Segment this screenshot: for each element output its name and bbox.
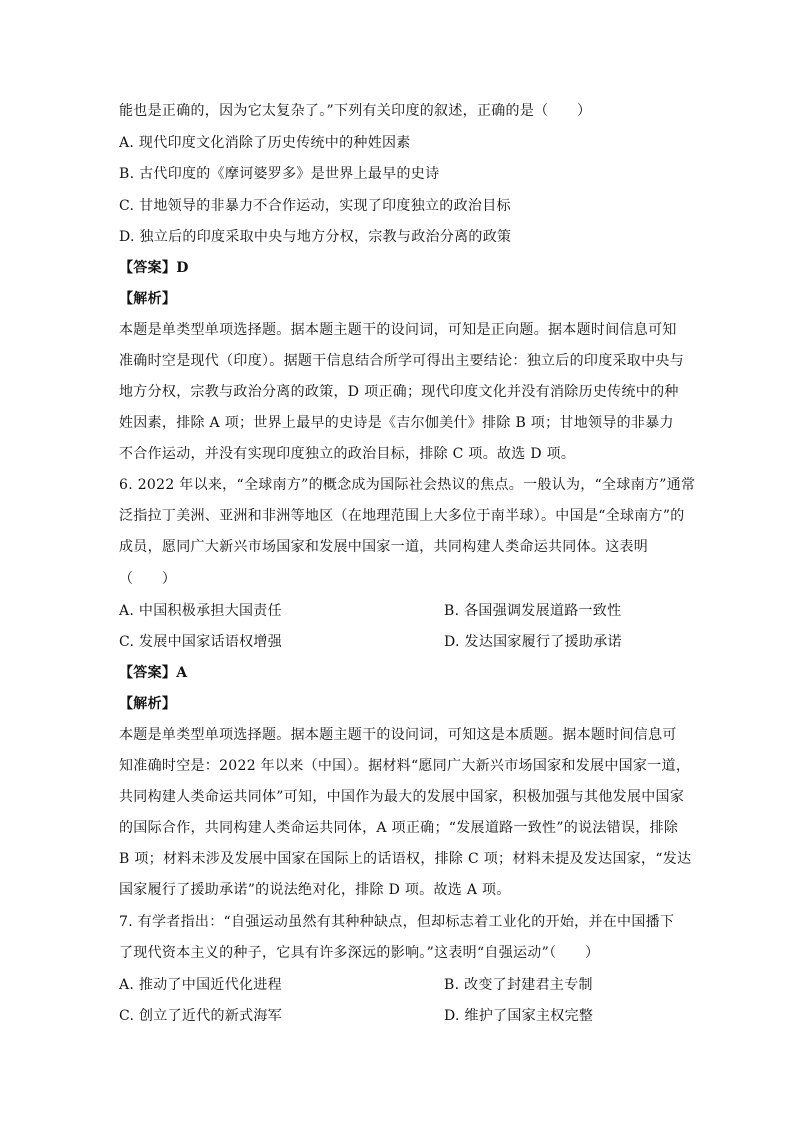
q7-option-a: A. 推动了中国近代化进程 xyxy=(119,977,282,993)
q6-option-d: D. 发达国家履行了援助承诺 xyxy=(444,634,622,650)
q6-analysis-line: B 项；材料未涉及发展中国家在国际上的话语权，排除 C 项；材料未提及发达国家，“发达 xyxy=(119,851,692,867)
q7-option-b: B. 改变了封建君主专制 xyxy=(444,977,593,993)
q5-option-d: D. 独立后的印度采取中央与地方分权，宗教与政治分离的政策 xyxy=(119,229,512,245)
q6-answer: 【答案】A xyxy=(119,665,188,681)
q7-stem-line: 了现代资本主义的种子，它具有许多深远的影响。”这表明“自强运动”（ ） xyxy=(119,945,600,961)
q6-option-c: C. 发展中国家话语权增强 xyxy=(119,634,283,650)
q5-analysis-title: 【解析】 xyxy=(119,291,177,307)
q6-analysis-line: 国家履行了援助承诺”的说法绝对化，排除 D 项。故选 A 项。 xyxy=(119,882,511,898)
q5-answer: 【答案】D xyxy=(119,260,189,276)
q7-stem-line: 7. 有学者指出：“自强运动虽然有其种种缺点，但却标志着工业化的开始，并在中国播下 xyxy=(119,914,675,930)
q5-stem-tail: 能也是正确的，因为它太复杂了。”下列有关印度的叙述，正确的是（ ） xyxy=(119,103,592,119)
q5-analysis-line: 本题是单类型单项选择题。据本题主题干的设问词，可知是正向题。据本题时间信息可知 xyxy=(119,322,677,338)
q6-option-a: A. 中国积极承担大国责任 xyxy=(119,603,282,619)
q6-stem-line: 成员，愿同广大新兴市场国家和发展中国家一道，共同构建人类命运共同体。这表明 xyxy=(119,539,649,555)
q5-option-b: B. 古代印度的《摩诃婆罗多》是世界上最早的史诗 xyxy=(119,166,440,182)
q6-analysis-line: 知准确时空是：2022 年以来（中国）。据材料“愿同广大新兴市场国家和发展中国家一道， xyxy=(119,758,691,774)
q6-analysis-title: 【解析】 xyxy=(119,696,177,712)
q6-analysis-line: 本题是单类型单项选择题。据本题主题干的设问词，可知这是本质题。据本题时间信息可 xyxy=(119,727,677,743)
q6-analysis-line: 的国际合作，共同构建人类命运共同体，A 项正确；“发展道路一致性”的说法错误，排除 xyxy=(119,820,679,836)
q7-option-d: D. 维护了国家主权完整 xyxy=(444,1008,594,1024)
q6-stem-line: （ ） xyxy=(119,571,177,587)
q6-stem-line: 泛指拉丁美洲、亚洲和非洲等地区（在地理范围上大多位于南半球）。中国是“全球南方”的 xyxy=(119,508,685,524)
q5-analysis-line: 不合作运动，并没有实现印度独立的政治目标，排除 C 项。故选 D 项。 xyxy=(119,446,576,462)
q5-analysis-line: 姓因素，排除 A 项；世界上最早的史诗是《吉尔伽美什》排除 B 项；甘地领导的非暴力 xyxy=(119,415,674,431)
q5-analysis-line: 地方分权，宗教与政治分离的政策，D 项正确；现代印度文化并没有消除历史传统中的种 xyxy=(119,384,679,400)
q6-stem-line: 6. 2022 年以来，“全球南方”的概念成为国际社会热议的焦点。一般认为，“全球南方”通常 xyxy=(119,477,696,493)
q5-analysis-line: 准确时空是现代（印度）。据题干信息结合所学可得出主要结论：独立后的印度采取中央与 xyxy=(119,353,684,369)
q5-option-a: A. 现代印度文化消除了历史传统中的种姓因素 xyxy=(119,135,411,151)
q7-option-c: C. 创立了近代的新式海军 xyxy=(119,1008,283,1024)
q6-analysis-line: 共同构建人类命运共同体”可知，中国作为最大的发展中国家，积极加强与其他发展中国家 xyxy=(119,789,685,805)
q6-option-b: B. 各国强调发展道路一致性 xyxy=(444,603,622,619)
q5-option-c: C. 甘地领导的非暴力不合作运动，实现了印度独立的政治目标 xyxy=(119,198,511,214)
